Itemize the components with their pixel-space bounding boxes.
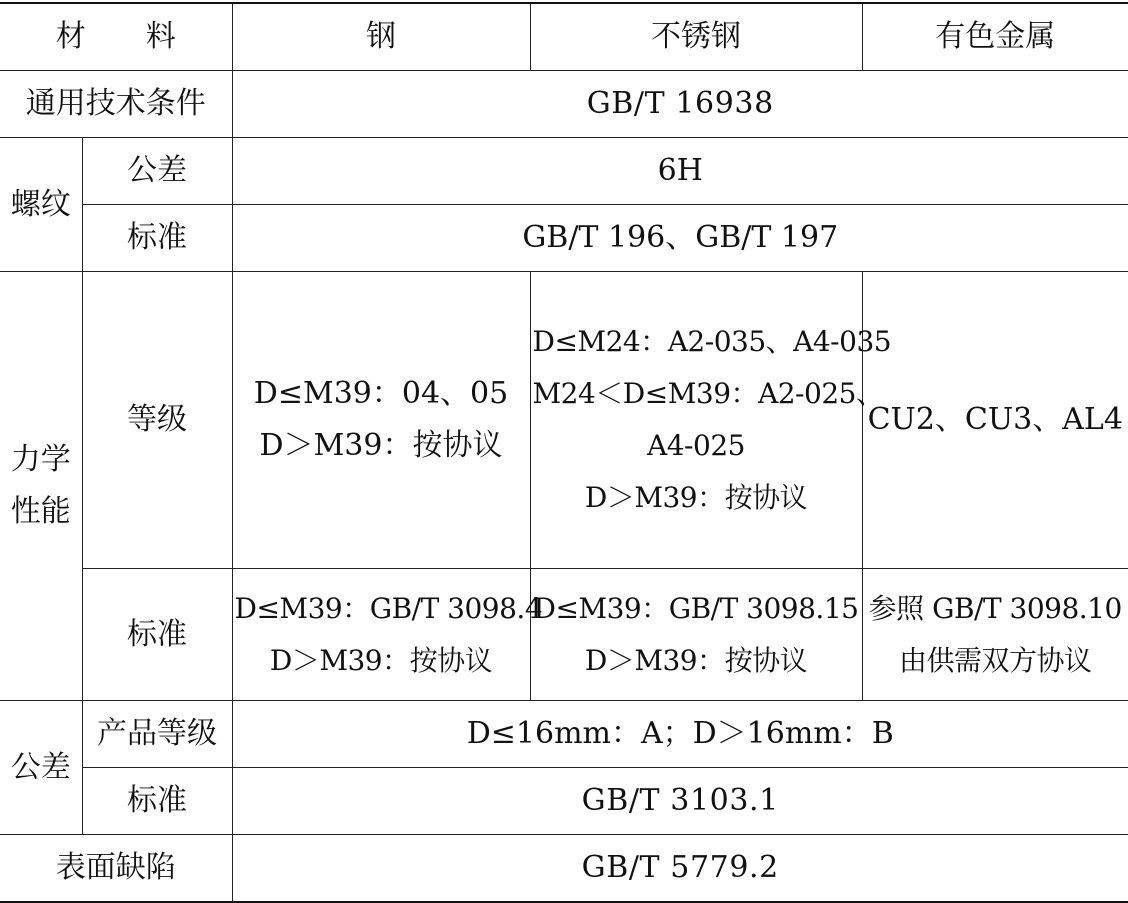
grade-stainless-line: M24＜D≤M39：A2-025、 (532, 377, 884, 410)
header-row (0, 3, 1128, 71)
tolerance-grade-row (0, 701, 1128, 768)
grade-stainless-line: D＞M39：按协议 (584, 481, 808, 514)
general-label: 通用技术条件 (0, 71, 232, 138)
grade-stainless-cell (530, 272, 892, 569)
thread-group-label: 螺纹 (0, 138, 82, 272)
general-value: GB/T 16938 (232, 71, 1128, 138)
tolerance-standard-label: 标准 (82, 768, 232, 835)
thread-standard-label: 标准 (82, 205, 232, 272)
surface-row (0, 835, 1128, 903)
standard-steel-line: D＞M39：按协议 (269, 643, 493, 677)
surface-label: 表面缺陷 (0, 835, 232, 903)
thread-standard-value: GB/T 196、GB/T 197 (232, 205, 1128, 272)
mechanical-grade-label: 等级 (82, 272, 232, 569)
product-grade-label: 产品等级 (82, 701, 232, 768)
grade-stainless-line: D≤M24：A2-035、A4-035 (532, 325, 892, 358)
grade-steel-line: D≤M39：04、05 (253, 376, 509, 411)
standard-steel-cell (232, 569, 543, 701)
thread-standard-row (0, 205, 1128, 272)
tolerance-standard-row (0, 768, 1128, 835)
mechanical-group-line2: 性能 (10, 494, 71, 529)
tolerance-group-label: 公差 (0, 701, 82, 835)
thread-tolerance-row (0, 138, 1128, 205)
surface-value: GB/T 5779.2 (232, 835, 1128, 903)
thread-tolerance-label: 公差 (82, 138, 232, 205)
mechanical-grade-row (0, 272, 1128, 569)
header-nonferrous: 有色金属 (862, 3, 1128, 71)
specification-table (0, 2, 1128, 903)
standard-nonferrous-cell (862, 569, 1128, 701)
general-row (0, 71, 1128, 138)
mechanical-standard-label: 标准 (82, 569, 232, 701)
mechanical-standard-row (0, 569, 1128, 701)
product-grade-value: D≤16mm：A；D＞16mm：B (232, 701, 1128, 768)
header-stainless: 不锈钢 (530, 3, 862, 71)
header-steel: 钢 (232, 3, 530, 71)
grade-nonferrous-cell: CU2、CU3、AL4 (862, 272, 1128, 569)
grade-steel-cell (232, 272, 530, 569)
standard-steel-line: D≤M39：GB/T 3098.4 (234, 591, 543, 625)
standard-stainless-line: D＞M39：按协议 (584, 643, 808, 677)
standard-stainless-line: D≤M39：GB/T 3098.15 (533, 591, 859, 625)
header-material: 材 料 (0, 3, 232, 71)
tolerance-standard-value: GB/T 3103.1 (232, 768, 1128, 835)
standard-nonferrous-line: 由供需双方协议 (898, 643, 1092, 677)
thread-tolerance-value: 6H (232, 138, 1128, 205)
grade-stainless-line: A4-025 (647, 429, 745, 462)
grade-steel-line: D＞M39：按协议 (259, 428, 503, 463)
standard-nonferrous-line: 参照 GB/T 3098.10 (868, 591, 1122, 625)
mechanical-group-line1: 力学 (10, 442, 71, 477)
standard-stainless-cell (530, 569, 862, 701)
mechanical-group-label (0, 272, 82, 701)
